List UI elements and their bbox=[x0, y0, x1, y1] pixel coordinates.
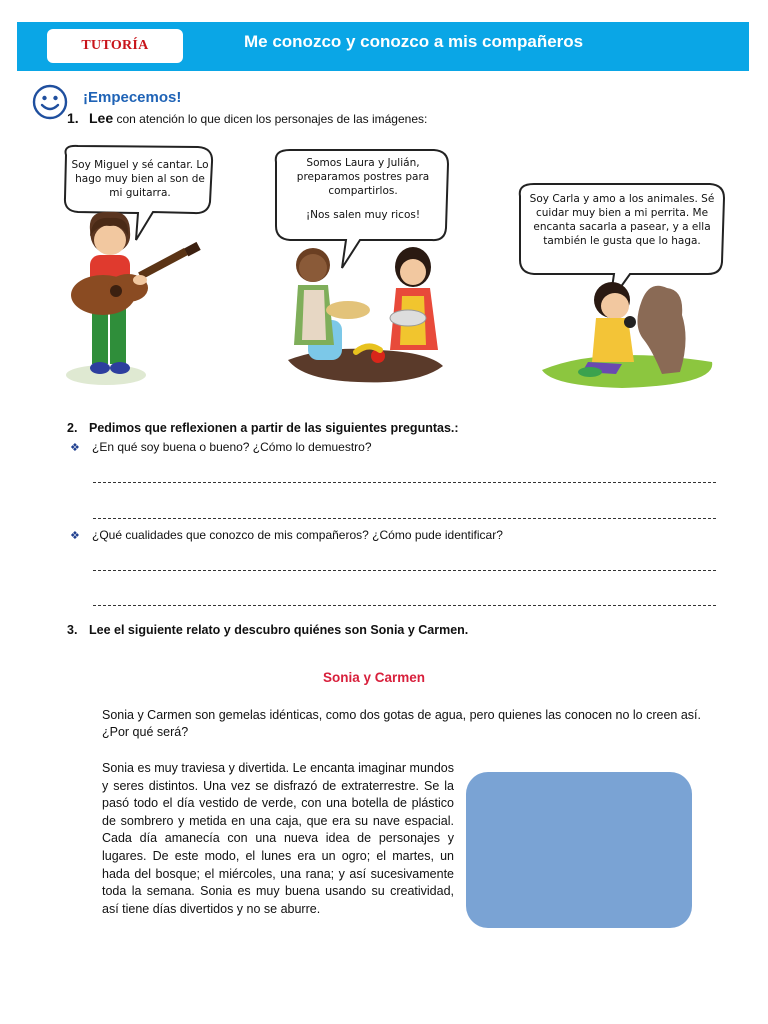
image-placeholder-box bbox=[466, 772, 692, 928]
section-heading: ¡Empecemos! bbox=[83, 89, 182, 106]
smiley-icon bbox=[32, 84, 68, 120]
bullet-question-1-text: ¿En qué soy buena o bueno? ¿Cómo lo demuestro? bbox=[92, 440, 372, 454]
diamond-bullet-icon: ❖ bbox=[70, 442, 80, 454]
tutoria-label: TUTORÍA bbox=[81, 38, 149, 53]
scene-laura-julian bbox=[268, 140, 458, 400]
answer-line[interactable] bbox=[93, 482, 716, 483]
question-1 bbox=[67, 110, 427, 126]
question-1-number: 1. bbox=[67, 110, 79, 126]
question-3-text: Lee el siguiente relato y descubro quiénes son Sonia y Carmen. bbox=[89, 623, 469, 637]
story-paragraph-1: Sonia y Carmen son gemelas idénticas, como dos gotas de agua, pero quienes las conocen no lo creen así. ¿Por qué será? bbox=[102, 708, 701, 739]
carla-illustration bbox=[512, 140, 736, 400]
answer-line[interactable] bbox=[93, 570, 716, 571]
bullet-question-1 bbox=[70, 440, 372, 454]
question-3-number: 3. bbox=[67, 623, 78, 637]
speech-laura-julian-1: Somos Laura y Julián, preparamos postres para compartirlos. bbox=[296, 157, 430, 197]
bullet-question-2 bbox=[70, 528, 503, 542]
story-paragraph-2: Sonia es muy traviesa y divertida. Le encanta imaginar mundos y seres distintos. Una vez se disfrazó de extraterrestre. Se la pasó todo el día vestido de verde, con una botella de plástico de sombrero y metida en una caja, que era su nave espacial. Cada día amanecía con una nueva idea de personajes y lugares. De este modo, el lunes era un ogro; el martes, un hada del bosque; el miércoles, una rana; y así sucesivamente toda la semana. Sonia es muy buena usando su creatividad, así tiene días divertidos y no se aburre. bbox=[102, 761, 454, 916]
scene-miguel bbox=[48, 140, 268, 400]
story-title: Sonia y Carmen bbox=[322, 670, 426, 685]
speech-carla: Soy Carla y amo a los animales. Sé cuidar muy bien a mi perrita. Me encanta sacarla a pasear, y a ella también le gusta que lo haga. bbox=[529, 193, 715, 247]
question-1-text: con atención lo que dicen los personajes de las imágenes: bbox=[113, 112, 428, 126]
question-1-lead: Lee bbox=[89, 110, 114, 126]
page-title: Me conozco y conozco a mis compañeros bbox=[244, 32, 584, 51]
question-2-number: 2. bbox=[67, 421, 78, 435]
question-2-text: Pedimos que reflexionen a partir de las siguientes preguntas.: bbox=[89, 421, 459, 435]
answer-line[interactable] bbox=[93, 605, 716, 606]
speech-miguel: Soy Miguel y sé cantar. Lo hago muy bien al son de mi guitarra. bbox=[71, 159, 209, 199]
speech-laura-julian-2: ¡Nos salen muy ricos! bbox=[305, 209, 421, 221]
answer-line[interactable] bbox=[93, 518, 716, 519]
bullet-question-2-text: ¿Qué cualidades que conozco de mis compañeros? ¿Cómo pude identificar? bbox=[92, 528, 503, 542]
question-2 bbox=[67, 421, 459, 435]
scene-carla bbox=[512, 140, 736, 400]
tutoria-tag bbox=[47, 29, 183, 63]
question-3 bbox=[67, 623, 468, 637]
diamond-bullet-icon: ❖ bbox=[70, 530, 80, 542]
